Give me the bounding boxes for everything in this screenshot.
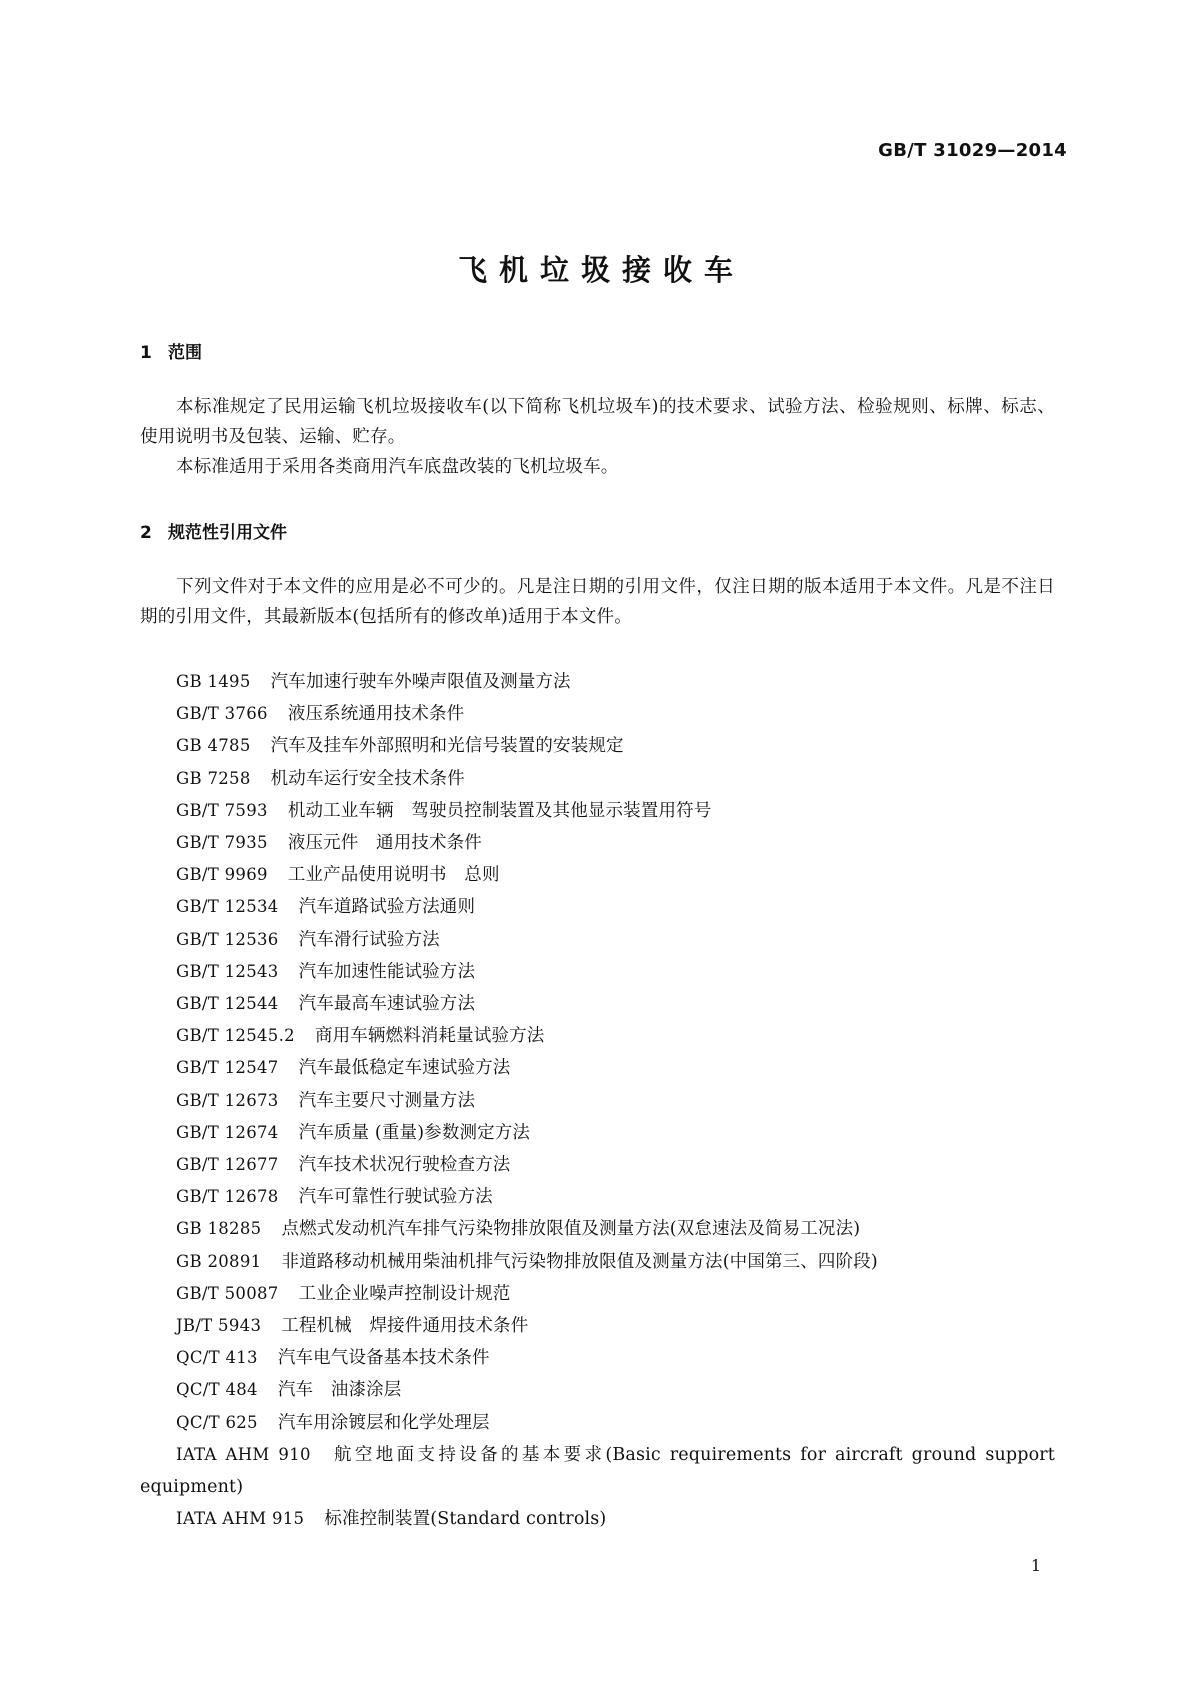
- reference-item: [140, 1052, 1055, 1084]
- section-2-number: 2: [140, 523, 152, 543]
- reference-title: 汽车用涂镀层和化学处理层: [277, 1412, 490, 1433]
- reference-item: [140, 1310, 1055, 1342]
- section-1-title: 范围: [168, 343, 202, 363]
- reference-code: QC/T 484: [176, 1380, 258, 1400]
- reference-title: 工业企业噪声控制设计规范: [298, 1283, 511, 1304]
- reference-item: [140, 924, 1055, 956]
- reference-item: [140, 988, 1055, 1020]
- reference-title: 液压系统通用技术条件: [287, 704, 465, 725]
- document-title: 飞机垃圾接收车: [457, 253, 745, 287]
- reference-title: 汽车可靠性行驶试验方法: [298, 1187, 493, 1208]
- reference-item: [140, 730, 1055, 762]
- reference-title: 航空地面支持设备的基本要求(Basic requirements for aircraft ground support equipment): [140, 1444, 1055, 1498]
- reference-code: GB/T 50087: [176, 1283, 279, 1303]
- section-2-paragraph-1: 下列文件对于本文件的应用是必不可少的。凡是注日期的引用文件，仅注日期的版本适用于本文件。凡是不注日期的引用文件，其最新版本(包括所有的修改单)适用于本文件。: [140, 577, 1055, 627]
- reference-title: 汽车电气设备基本技术条件: [277, 1348, 490, 1369]
- reference-item: [140, 698, 1055, 730]
- reference-title: 汽车加速性能试验方法: [298, 961, 476, 982]
- reference-item: [140, 827, 1055, 859]
- reference-code: GB/T 12544: [176, 994, 279, 1014]
- reference-item: [140, 1213, 1055, 1245]
- reference-item: [140, 1342, 1055, 1374]
- reference-code: JB/T 5943: [176, 1316, 262, 1336]
- reference-code: IATA AHM 910: [176, 1444, 311, 1464]
- reference-item: [140, 763, 1055, 795]
- reference-title: 汽车滑行试验方法: [298, 929, 440, 950]
- reference-title: 汽车最低稳定车速试验方法: [298, 1058, 511, 1079]
- reference-title: 汽车质量 (重量)参数测定方法: [298, 1122, 531, 1143]
- reference-code: GB/T 12536: [176, 929, 279, 949]
- section-1-paragraph-2: 本标准适用于采用各类商用汽车底盘改装的飞机垃圾车。: [176, 457, 619, 477]
- reference-item: [140, 1117, 1055, 1149]
- reference-item: [140, 859, 1055, 891]
- reference-code: QC/T 413: [176, 1348, 258, 1368]
- page-number: 1: [1030, 1556, 1041, 1575]
- reference-item: [140, 891, 1055, 923]
- reference-title: 机动工业车辆 驾驶员控制装置及其他显示装置用符号: [287, 800, 712, 821]
- standard-code: GB/T 31029—2014: [878, 140, 1067, 161]
- reference-code: GB/T 9969: [176, 865, 268, 885]
- reference-code: GB/T 12545.2: [176, 1026, 295, 1046]
- reference-item: [140, 956, 1055, 988]
- reference-code: GB/T 12543: [176, 961, 279, 981]
- reference-code: GB 1495: [176, 672, 251, 691]
- reference-item: [140, 666, 1055, 698]
- reference-item: [140, 1020, 1055, 1052]
- reference-code: GB 7258: [176, 768, 251, 788]
- reference-item: [140, 1149, 1055, 1181]
- reference-code: GB/T 12678: [176, 1187, 279, 1207]
- reference-title: 汽车最高车速试验方法: [298, 994, 476, 1015]
- reference-item: [140, 1085, 1055, 1117]
- reference-title: 汽车技术状况行驶检查方法: [298, 1155, 511, 1176]
- reference-title: 汽车及挂车外部照明和光信号装置的安装规定: [270, 736, 624, 757]
- reference-title: 液压元件 通用技术条件: [287, 833, 482, 854]
- reference-item: [140, 1439, 1055, 1503]
- reference-item: [140, 795, 1055, 827]
- reference-title: 机动车运行安全技术条件: [270, 768, 465, 789]
- reference-title: 汽车加速行驶车外噪声限值及测量方法: [270, 672, 571, 692]
- reference-item: [140, 1181, 1055, 1213]
- reference-title: 工业产品使用说明书 总则: [287, 865, 500, 886]
- reference-title: 标准控制装置(Standard controls): [324, 1509, 607, 1530]
- reference-title: 点燃式发动机汽车排气污染物排放限值及测量方法(双怠速法及简易工况法): [281, 1219, 861, 1240]
- reference-item: [140, 1374, 1055, 1406]
- reference-title: 汽车道路试验方法通则: [298, 897, 476, 918]
- reference-item: [140, 1278, 1055, 1310]
- reference-code: GB 4785: [176, 736, 251, 756]
- reference-title: 汽车 油漆涂层: [277, 1380, 402, 1401]
- reference-code: GB/T 12674: [176, 1122, 279, 1142]
- reference-code: GB 18285: [176, 1219, 262, 1239]
- reference-code: GB/T 12677: [176, 1155, 279, 1175]
- reference-title: 非道路移动机械用柴油机排气污染物排放限值及测量方法(中国第三、四阶段): [281, 1251, 878, 1272]
- section-2-title: 规范性引用文件: [168, 523, 287, 543]
- section-1-number: 1: [140, 343, 152, 363]
- normative-references-list: [140, 666, 1055, 1535]
- reference-item: [140, 1246, 1055, 1278]
- reference-item: [140, 1407, 1055, 1439]
- reference-code: GB/T 12534: [176, 897, 279, 917]
- reference-title: 汽车主要尺寸测量方法: [298, 1090, 476, 1111]
- reference-title: 工程机械 焊接件通用技术条件: [281, 1316, 529, 1337]
- section-2-heading: [140, 518, 287, 543]
- reference-code: GB/T 12547: [176, 1058, 279, 1078]
- reference-code: GB/T 7935: [176, 833, 268, 853]
- reference-code: IATA AHM 915: [176, 1509, 305, 1529]
- reference-code: GB/T 7593: [176, 800, 268, 820]
- reference-title: 商用车辆燃料消耗量试验方法: [314, 1026, 545, 1047]
- reference-code: QC/T 625: [176, 1412, 258, 1432]
- reference-code: GB 20891: [176, 1251, 262, 1271]
- reference-code: GB/T 12673: [176, 1090, 279, 1110]
- reference-item: [140, 1503, 1055, 1535]
- section-1-heading: [140, 338, 202, 363]
- section-1-paragraph-1: 本标准规定了民用运输飞机垃圾接收车(以下简称飞机垃圾车)的技术要求、试验方法、检验规则、标牌、标志、使用说明书及包装、运输、贮存。: [140, 397, 1055, 447]
- reference-code: GB/T 3766: [176, 704, 268, 724]
